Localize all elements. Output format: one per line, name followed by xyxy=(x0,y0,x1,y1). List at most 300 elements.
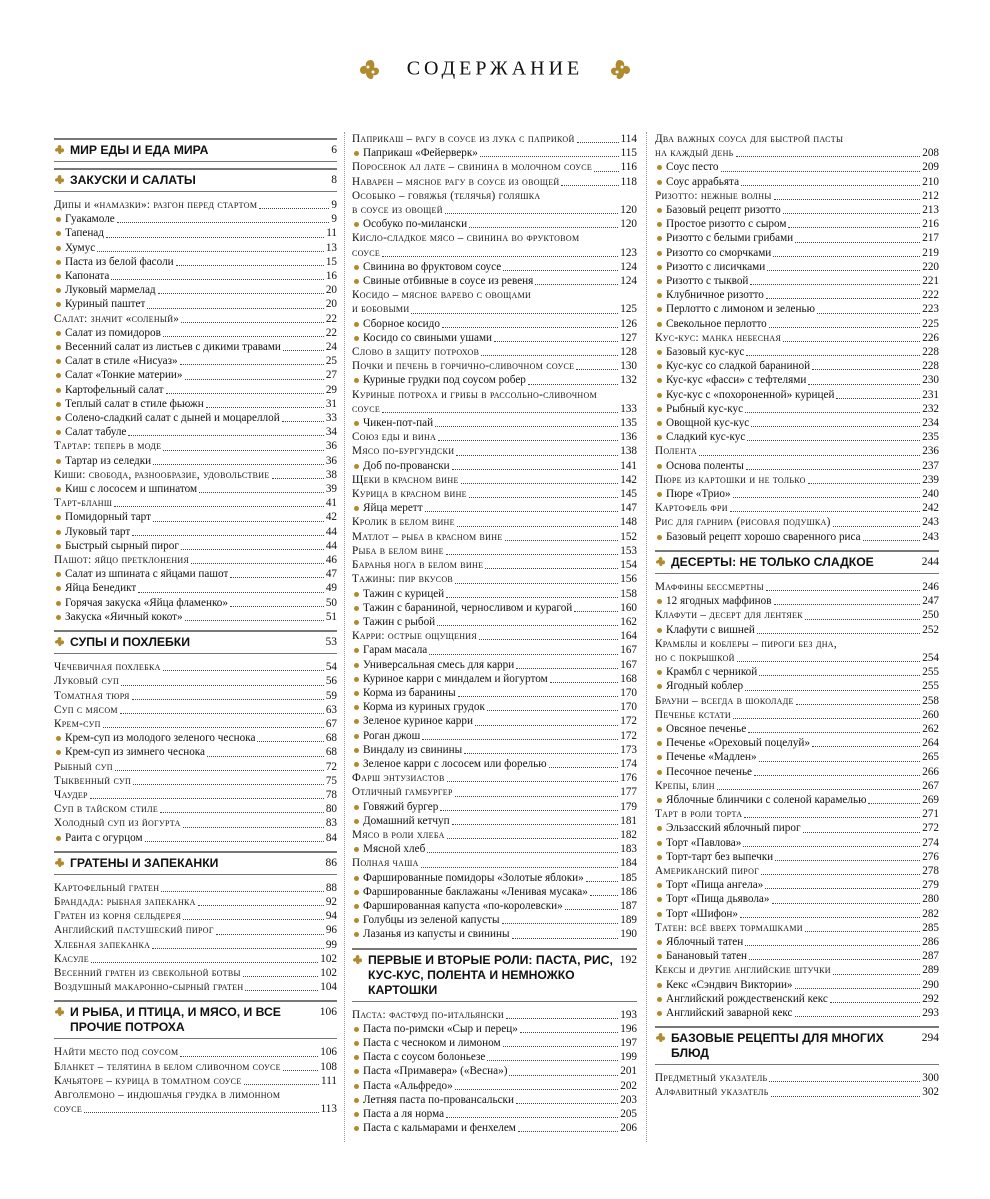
chapter-entry[interactable] xyxy=(655,963,939,977)
section-header[interactable] xyxy=(54,630,337,654)
entry-title: Рыбный суп xyxy=(54,760,113,773)
recipe-entry[interactable] xyxy=(655,850,939,864)
page-number: 271 xyxy=(922,808,939,821)
page-number: 239 xyxy=(922,473,939,486)
section-title: ГРАТЕНЫ И ЗАПЕКАНКИ xyxy=(70,855,219,870)
recipe-entry[interactable] xyxy=(352,146,637,160)
chapter-entry[interactable] xyxy=(352,345,637,359)
entry-title: Предметный указатель xyxy=(655,1072,768,1085)
section-header[interactable] xyxy=(54,1000,337,1039)
chapter-entry[interactable] xyxy=(352,572,637,586)
chapter-entry[interactable] xyxy=(352,132,637,146)
recipe-entry[interactable] xyxy=(655,978,939,992)
recipe-entry[interactable] xyxy=(352,800,637,814)
chapter-entry[interactable] xyxy=(352,175,637,189)
chapter-entry[interactable] xyxy=(352,785,637,799)
recipe-entry[interactable] xyxy=(54,525,337,539)
recipe-entry[interactable] xyxy=(655,459,939,473)
recipe-entry[interactable] xyxy=(54,241,337,255)
chapter-entry[interactable] xyxy=(655,473,939,487)
page-number: 237 xyxy=(922,459,939,472)
chapter-entry[interactable] xyxy=(352,530,637,544)
chapter-entry[interactable] xyxy=(655,146,939,160)
section-ornament-icon xyxy=(54,144,66,156)
recipe-entry[interactable] xyxy=(655,345,939,359)
recipe-entry[interactable] xyxy=(655,160,939,174)
page-number: 39 xyxy=(325,483,337,496)
section-header[interactable] xyxy=(352,948,637,1002)
entry-title: Куриные грудки под соусом робер xyxy=(363,374,526,387)
entry-title: Баранья нога в белом вине xyxy=(352,559,484,572)
entry-title: Картофельный гратен xyxy=(54,881,160,894)
recipe-entry[interactable] xyxy=(352,927,637,941)
page-number: 254 xyxy=(922,651,939,664)
chapter-entry[interactable] xyxy=(352,430,637,444)
dot-leader xyxy=(106,237,324,238)
recipe-entry[interactable] xyxy=(54,397,337,411)
page-number: 186 xyxy=(620,885,637,898)
chapter-entry[interactable] xyxy=(655,651,939,665)
recipe-entry[interactable] xyxy=(352,714,637,728)
entry-title: Пюре «Трио» xyxy=(666,488,731,501)
chapter-entry-line xyxy=(655,132,939,146)
page-number: 269 xyxy=(922,793,939,806)
entry-title: Помидорный тарт xyxy=(65,511,152,524)
entry-title: Соус аррабьята xyxy=(666,175,740,188)
recipe-entry[interactable] xyxy=(352,416,637,430)
recipe-entry[interactable] xyxy=(54,596,337,610)
recipe-entry[interactable] xyxy=(54,482,337,496)
recipe-entry[interactable] xyxy=(54,368,337,382)
dot-leader xyxy=(117,222,330,223)
recipe-entry[interactable] xyxy=(54,340,337,354)
dot-leader xyxy=(754,775,920,776)
chapter-entry[interactable] xyxy=(352,515,637,529)
dot-leader xyxy=(145,841,324,842)
recipe-entry[interactable] xyxy=(352,373,637,387)
recipe-entry[interactable] xyxy=(352,643,637,657)
ornament-right-icon xyxy=(606,57,632,83)
entry-title: Базовый кус-кус xyxy=(666,346,745,359)
page-number: 202 xyxy=(620,1079,637,1092)
dot-leader xyxy=(199,492,324,493)
recipe-entry[interactable] xyxy=(54,326,337,340)
recipe-entry[interactable] xyxy=(352,757,637,771)
chapter-entry[interactable] xyxy=(54,689,337,703)
entry-title: Простое ризотто с сыром xyxy=(666,218,787,231)
dot-leader xyxy=(594,171,619,172)
recipe-entry[interactable] xyxy=(352,1107,637,1121)
recipe-entry[interactable] xyxy=(352,1079,637,1093)
chapter-entry[interactable] xyxy=(54,496,337,510)
entry-title: Особуко по-милански xyxy=(363,218,468,231)
chapter-entry[interactable] xyxy=(352,359,637,373)
section-page: 244 xyxy=(921,555,939,568)
chapter-entry[interactable] xyxy=(352,487,637,501)
chapter-entry[interactable] xyxy=(54,909,337,923)
dot-leader xyxy=(833,526,921,527)
dot-leader xyxy=(132,535,324,536)
section-header[interactable] xyxy=(54,168,337,192)
recipe-entry[interactable] xyxy=(54,831,337,845)
recipe-entry[interactable] xyxy=(655,750,939,764)
entry-title: Косидо со свиными ушами xyxy=(363,331,493,344)
recipe-entry[interactable] xyxy=(655,359,939,373)
page-number: 38 xyxy=(325,468,337,481)
recipe-entry[interactable] xyxy=(352,913,637,927)
chapter-entry[interactable] xyxy=(54,553,337,567)
recipe-entry[interactable] xyxy=(352,658,637,672)
recipe-entry[interactable] xyxy=(655,736,939,750)
chapter-entry[interactable] xyxy=(352,160,637,174)
entry-title: Бланкет – телятина в белом сливочном соусе xyxy=(54,1060,281,1073)
chapter-entry[interactable] xyxy=(655,694,939,708)
recipe-entry[interactable] xyxy=(352,1064,637,1078)
recipe-entry[interactable] xyxy=(655,765,939,779)
chapter-entry[interactable] xyxy=(54,952,337,966)
recipe-entry[interactable] xyxy=(54,510,337,524)
recipe-entry[interactable] xyxy=(352,672,637,686)
chapter-entry[interactable] xyxy=(54,468,337,482)
recipe-entry[interactable] xyxy=(352,1121,637,1135)
chapter-entry[interactable] xyxy=(655,444,939,458)
entry-title: Куриные потроха и грибы в рассольно-сливочном xyxy=(352,388,597,401)
page-number: 196 xyxy=(620,1022,637,1035)
recipe-entry[interactable] xyxy=(54,255,337,269)
chapter-entry[interactable] xyxy=(352,629,637,643)
entry-title: Хлебная запеканка xyxy=(54,938,151,951)
page-number: 113 xyxy=(320,1103,337,1116)
entry-title: Свиные отбивные в соусе из ревеня xyxy=(363,275,534,288)
recipe-entry[interactable] xyxy=(54,269,337,283)
recipe-entry[interactable] xyxy=(655,722,939,736)
dot-leader xyxy=(503,270,618,271)
dot-leader xyxy=(120,713,324,714)
dot-leader xyxy=(456,455,618,456)
dot-leader xyxy=(230,577,323,578)
recipe-entry[interactable] xyxy=(655,665,939,679)
page-number: 226 xyxy=(922,331,939,344)
chapter-entry[interactable] xyxy=(352,402,637,416)
page-number: 128 xyxy=(620,346,637,359)
page-number: 258 xyxy=(922,694,939,707)
dot-leader xyxy=(736,156,921,157)
recipe-entry[interactable] xyxy=(352,885,637,899)
chapter-entry[interactable] xyxy=(54,774,337,788)
dot-leader xyxy=(795,242,920,243)
recipe-entry[interactable] xyxy=(352,1036,637,1050)
recipe-entry[interactable] xyxy=(352,331,637,345)
dot-leader xyxy=(421,867,619,868)
recipe-entry[interactable] xyxy=(352,587,637,601)
recipe-entry[interactable] xyxy=(54,212,337,226)
recipe-entry[interactable] xyxy=(655,416,939,430)
entry-title: Песочное печенье xyxy=(666,765,753,778)
entry-title: Луковый тарт xyxy=(65,525,131,538)
recipe-entry[interactable] xyxy=(54,731,337,745)
recipe-entry[interactable] xyxy=(352,1093,637,1107)
chapter-entry[interactable] xyxy=(352,558,637,572)
recipe-entry[interactable] xyxy=(655,623,939,637)
recipe-entry[interactable] xyxy=(54,745,337,759)
dot-leader xyxy=(161,891,324,892)
recipe-entry[interactable] xyxy=(655,907,939,921)
dot-leader xyxy=(494,341,618,342)
recipe-entry[interactable] xyxy=(352,743,637,757)
recipe-entry[interactable] xyxy=(655,992,939,1006)
chapter-entry[interactable] xyxy=(54,717,337,731)
chapter-entry[interactable] xyxy=(655,331,939,345)
chapter-entry[interactable] xyxy=(54,1074,337,1088)
chapter-entry[interactable] xyxy=(352,828,637,842)
recipe-entry[interactable] xyxy=(655,260,939,274)
chapter-entry[interactable] xyxy=(54,1045,337,1059)
recipe-entry[interactable] xyxy=(655,836,939,850)
page-number: 152 xyxy=(620,530,637,543)
section-header[interactable] xyxy=(54,851,337,875)
recipe-entry[interactable] xyxy=(655,231,939,245)
page-number: 240 xyxy=(922,488,939,501)
page-number: 228 xyxy=(922,346,939,359)
chapter-entry[interactable] xyxy=(54,439,337,453)
recipe-entry[interactable] xyxy=(655,217,939,231)
entry-title: Зеленое карри с лососем или форелью xyxy=(363,757,547,770)
chapter-entry[interactable] xyxy=(352,771,637,785)
recipe-entry[interactable] xyxy=(655,679,939,693)
dot-leader xyxy=(759,761,921,762)
entry-title: Яблочные блинчики с соленой карамелью xyxy=(666,793,867,806)
recipe-entry[interactable] xyxy=(54,610,337,624)
recipe-entry[interactable] xyxy=(352,899,637,913)
entry-title: Паста а ля норма xyxy=(363,1108,445,1120)
dot-leader xyxy=(446,554,618,555)
page-number: 127 xyxy=(620,331,637,344)
dot-leader xyxy=(830,1002,920,1003)
recipe-entry[interactable] xyxy=(352,601,637,615)
recipe-entry[interactable] xyxy=(655,288,939,302)
chapter-entry[interactable] xyxy=(54,980,337,994)
recipe-entry[interactable] xyxy=(54,425,337,439)
entry-title: Сборное косидо xyxy=(363,317,440,330)
chapter-entry[interactable] xyxy=(655,501,939,515)
dot-leader xyxy=(445,213,618,214)
entry-title: Английский пастушеский пирог xyxy=(54,924,214,937)
section-header[interactable] xyxy=(54,138,337,162)
dot-leader xyxy=(180,364,324,365)
chapter-entry[interactable] xyxy=(352,544,637,558)
chapter-entry[interactable] xyxy=(54,760,337,774)
chapter-entry[interactable] xyxy=(54,881,337,895)
page-number: 267 xyxy=(922,779,939,792)
page-number: 46 xyxy=(325,554,337,567)
chapter-entry[interactable] xyxy=(54,788,337,802)
entry-title: Касуле xyxy=(54,952,89,965)
recipe-entry[interactable] xyxy=(352,686,637,700)
page-number: 209 xyxy=(922,161,939,174)
page-number: 182 xyxy=(620,828,637,841)
entry-title: Роган джош xyxy=(363,729,421,742)
recipe-entry[interactable] xyxy=(655,935,939,949)
chapter-entry[interactable] xyxy=(655,921,939,935)
chapter-entry[interactable] xyxy=(655,608,939,622)
recipe-entry[interactable] xyxy=(655,373,939,387)
recipe-entry[interactable] xyxy=(54,539,337,553)
page-number: 184 xyxy=(620,857,637,870)
chapter-entry[interactable] xyxy=(655,708,939,722)
chapter-entry[interactable] xyxy=(54,802,337,816)
chapter-entry[interactable] xyxy=(54,1060,337,1074)
entry-title: Паста из белой фасоли xyxy=(65,255,174,268)
section-header[interactable] xyxy=(655,1026,939,1065)
entry-title: Торт «Шифон» xyxy=(666,907,739,920)
recipe-entry[interactable] xyxy=(54,581,337,595)
recipe-entry[interactable] xyxy=(54,567,337,581)
recipe-entry[interactable] xyxy=(352,1050,637,1064)
recipe-entry[interactable] xyxy=(352,871,637,885)
recipe-entry[interactable] xyxy=(352,700,637,714)
recipe-entry[interactable] xyxy=(655,274,939,288)
recipe-entry[interactable] xyxy=(352,729,637,743)
chapter-entry[interactable] xyxy=(352,203,637,217)
chapter-entry[interactable] xyxy=(54,895,337,909)
section-header[interactable] xyxy=(655,550,939,574)
entry-title: Мясо в роли хлеба xyxy=(352,828,445,841)
dot-leader xyxy=(91,962,318,963)
chapter-entry[interactable] xyxy=(352,1008,637,1022)
recipe-entry[interactable] xyxy=(655,821,939,835)
chapter-entry[interactable] xyxy=(655,515,939,529)
recipe-entry[interactable] xyxy=(655,317,939,331)
entry-title: Печенье кстати xyxy=(655,708,732,721)
recipe-entry[interactable] xyxy=(54,297,337,311)
recipe-entry[interactable] xyxy=(54,383,337,397)
chapter-entry[interactable] xyxy=(352,473,637,487)
chapter-entry[interactable] xyxy=(54,816,337,830)
recipe-entry[interactable] xyxy=(352,1022,637,1036)
recipe-entry[interactable] xyxy=(655,487,939,501)
dot-leader xyxy=(699,455,920,456)
recipe-entry[interactable] xyxy=(655,793,939,807)
entry-title: Клафути с вишней xyxy=(666,623,755,636)
entry-title: Перлотто с лимоном и зеленью xyxy=(666,303,815,316)
chapter-entry[interactable] xyxy=(54,938,337,952)
recipe-entry[interactable] xyxy=(54,354,337,368)
dot-leader xyxy=(487,710,618,711)
recipe-entry[interactable] xyxy=(352,317,637,331)
chapter-entry[interactable] xyxy=(352,444,637,458)
dot-leader xyxy=(808,483,920,484)
recipe-entry[interactable] xyxy=(655,246,939,260)
chapter-entry[interactable] xyxy=(54,1102,337,1116)
entry-title: Виндалу из свинины xyxy=(363,743,463,756)
recipe-entry[interactable] xyxy=(655,203,939,217)
page-number: 183 xyxy=(620,843,637,856)
chapter-entry[interactable] xyxy=(352,856,637,870)
recipe-entry[interactable] xyxy=(655,430,939,444)
entry-title: Основа поленты xyxy=(666,459,744,472)
dot-leader xyxy=(773,256,920,257)
recipe-entry[interactable] xyxy=(54,454,337,468)
chapter-entry[interactable] xyxy=(54,198,337,212)
entry-title: Чечевичная похлебка xyxy=(54,661,161,674)
chapter-entry[interactable] xyxy=(655,779,939,793)
recipe-entry[interactable] xyxy=(54,283,337,297)
entry-title: Тажин с бараниной, черносливом и курагой xyxy=(363,601,573,614)
entry-title: Воздушный макаронно-сырный гратен xyxy=(54,981,244,994)
page-number: 31 xyxy=(325,397,337,410)
recipe-entry[interactable] xyxy=(655,878,939,892)
dot-leader xyxy=(836,398,920,399)
recipe-entry[interactable] xyxy=(655,892,939,906)
chapter-entry[interactable] xyxy=(655,189,939,203)
entry-title: Суп с мясом xyxy=(54,703,118,716)
dot-leader xyxy=(198,905,324,906)
page-number: 47 xyxy=(325,568,337,581)
chapter-entry[interactable] xyxy=(655,580,939,594)
recipe-entry[interactable] xyxy=(54,411,337,425)
dot-leader xyxy=(783,341,920,342)
page-number: 276 xyxy=(922,850,939,863)
recipe-entry[interactable] xyxy=(352,615,637,629)
section-ornament-icon xyxy=(54,1006,66,1018)
recipe-entry[interactable] xyxy=(352,274,637,288)
entry-title: Рис для гарнира (рисовая подушка) xyxy=(655,516,831,529)
recipe-entry[interactable] xyxy=(655,175,939,189)
chapter-entry[interactable] xyxy=(54,674,337,688)
chapter-entry[interactable] xyxy=(352,246,637,260)
entry-title: Сладкий кус-кус xyxy=(666,431,746,444)
recipe-entry[interactable] xyxy=(655,530,939,544)
page-number: 274 xyxy=(922,836,939,849)
recipe-entry[interactable] xyxy=(352,260,637,274)
recipe-entry[interactable] xyxy=(352,217,637,231)
dot-leader xyxy=(746,355,920,356)
page-number: 133 xyxy=(620,402,637,415)
dot-leader xyxy=(833,974,920,975)
chapter-entry[interactable] xyxy=(655,1071,939,1085)
recipe-entry[interactable] xyxy=(655,388,939,402)
chapter-entry[interactable] xyxy=(54,703,337,717)
entry-title: Тарт в роли торта xyxy=(655,808,743,821)
chapter-entry[interactable] xyxy=(655,864,939,878)
recipe-entry[interactable] xyxy=(655,1006,939,1020)
page-number: 293 xyxy=(922,1006,939,1019)
chapter-entry[interactable] xyxy=(54,312,337,326)
recipe-entry[interactable] xyxy=(352,501,637,515)
section-title: БАЗОВЫЕ РЕЦЕПТЫ ДЛЯ МНОГИХ БЛЮД xyxy=(671,1031,884,1061)
entry-title: Свекольное перлотто xyxy=(666,317,767,330)
chapter-entry[interactable] xyxy=(54,660,337,674)
recipe-entry[interactable] xyxy=(352,842,637,856)
recipe-entry[interactable] xyxy=(352,459,637,473)
chapter-entry[interactable] xyxy=(655,807,939,821)
recipe-entry[interactable] xyxy=(352,814,637,828)
recipe-entry[interactable] xyxy=(655,402,939,416)
recipe-entry[interactable] xyxy=(655,302,939,316)
recipe-entry[interactable] xyxy=(655,594,939,608)
chapter-entry[interactable] xyxy=(655,1085,939,1099)
page-number: 181 xyxy=(620,814,637,827)
chapter-entry[interactable] xyxy=(54,923,337,937)
chapter-entry[interactable] xyxy=(352,302,637,316)
recipe-entry[interactable] xyxy=(655,949,939,963)
page-number: 280 xyxy=(922,893,939,906)
chapter-entry[interactable] xyxy=(54,966,337,980)
recipe-entry[interactable] xyxy=(54,226,337,240)
page-number: 138 xyxy=(620,445,637,458)
entry-title: соусе xyxy=(54,1103,83,1116)
dot-leader xyxy=(132,699,324,700)
